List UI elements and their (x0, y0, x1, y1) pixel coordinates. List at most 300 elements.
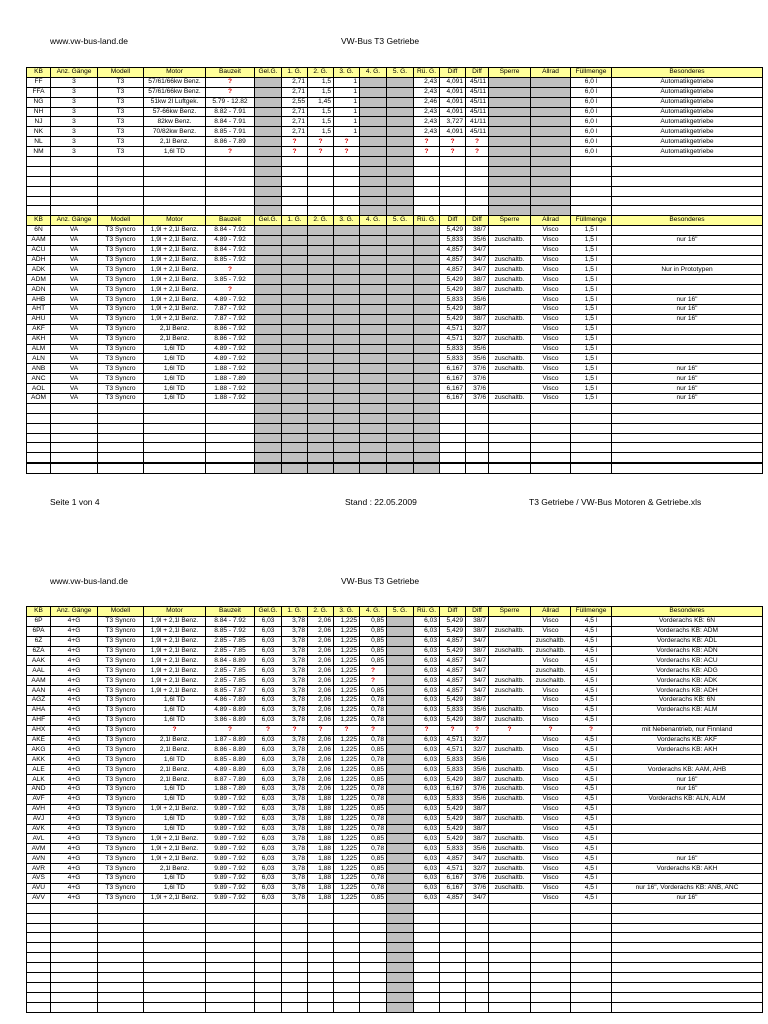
cell-besonderes: Automatikgetriebe (612, 147, 763, 157)
empty-cell (489, 923, 531, 933)
empty-cell (282, 196, 308, 206)
cell-fuellmenge: 4,5 l (571, 696, 612, 706)
cell-g3: 1,225 (334, 824, 360, 834)
empty-cell (387, 992, 414, 1002)
cell-fuellmenge: 4,5 l (571, 626, 612, 636)
cell-g5 (387, 324, 414, 334)
cell-g4: 0,78 (360, 755, 387, 765)
cell-besonderes: Vorderachs KB: ADH (612, 686, 763, 696)
cell-gel-g: 6,03 (255, 854, 282, 864)
cell-modell: T3 (98, 147, 144, 157)
empty-cell (282, 453, 308, 463)
cell-sperre: zuschaltb. (489, 874, 531, 884)
empty-cell (308, 992, 334, 1002)
cell-besonderes: Vorderachs KB: AKH (612, 745, 763, 755)
cell-rue-g: ? (414, 725, 440, 735)
cell-sperre (489, 137, 531, 147)
empty-cell (531, 463, 571, 473)
cell-bauzeit: 1.88 - 7.89 (206, 374, 255, 384)
cell-modell: T3 Syncro (98, 745, 144, 755)
cell-diff-teeth: 38/7 (466, 646, 489, 656)
cell-diff-ratio: 4,857 (440, 245, 466, 255)
cell-g5 (387, 344, 414, 354)
empty-cell (282, 923, 308, 933)
cell-gel-g: 6,03 (255, 745, 282, 755)
empty-cell (144, 972, 206, 982)
cell-allrad: Visco (531, 364, 571, 374)
cell-motor: 1,6l TD (144, 354, 206, 364)
empty-cell (255, 433, 282, 443)
empty-cell (255, 166, 282, 176)
empty-cell (51, 433, 98, 443)
cell-besonderes: Vorderachs KB: AKF (612, 735, 763, 745)
cell-motor: 51kw 2l Luftgek. (144, 97, 206, 107)
cell-bauzeit: 8.85 - 7.92 (206, 255, 255, 265)
empty-cell (466, 982, 489, 992)
empty-cell (206, 953, 255, 963)
empty-cell (282, 186, 308, 196)
cell-kb: 6ZA (27, 646, 51, 656)
cell-g3: 1,225 (334, 656, 360, 666)
empty-cell (206, 176, 255, 186)
empty-cell (612, 176, 763, 186)
cell-anz-gaenge: 3 (51, 77, 98, 87)
cell-anz-gaenge: 4+G (51, 616, 98, 626)
cell-bauzeit: ? (206, 265, 255, 275)
empty-cell (282, 463, 308, 473)
empty-cell (612, 913, 763, 923)
cell-kb: AVN (27, 854, 51, 864)
empty-cell (334, 933, 360, 943)
cell-sperre: zuschaltb. (489, 394, 531, 404)
cell-g5 (387, 874, 414, 884)
empty-cell (27, 913, 51, 923)
cell-motor: 1,9l + 2,1l Benz. (144, 676, 206, 686)
empty-cell (612, 972, 763, 982)
cell-g5 (387, 107, 414, 117)
cell-diff-teeth: 45/11 (466, 97, 489, 107)
empty-cell (360, 413, 387, 423)
cell-besonderes: Automatikgetriebe (612, 137, 763, 147)
cell-g5 (387, 893, 414, 903)
empty-cell (206, 196, 255, 206)
cell-g2: 2,06 (308, 765, 334, 775)
cell-g5 (387, 255, 414, 265)
cell-fuellmenge: 1,5 l (571, 334, 612, 344)
empty-cell (571, 992, 612, 1002)
cell-fuellmenge: 4,5 l (571, 874, 612, 884)
cell-bauzeit: 8.86 - 8.89 (206, 745, 255, 755)
cell-bauzeit: 9.89 - 7.92 (206, 804, 255, 814)
empty-cell (440, 903, 466, 913)
table-row (27, 775, 763, 785)
empty-cell (414, 903, 440, 913)
cell-sperre: zuschaltb. (489, 676, 531, 686)
cell-g3: 1,225 (334, 874, 360, 884)
cell-g1: ? (282, 137, 308, 147)
cell-g2: 1,88 (308, 874, 334, 884)
cell-kb: AAK (27, 656, 51, 666)
cell-g3: 1 (334, 77, 360, 87)
cell-motor: 1,9l + 2,1l Benz. (144, 235, 206, 245)
empty-cell (440, 982, 466, 992)
cell-g3 (334, 384, 360, 394)
empty-cell (489, 903, 531, 913)
cell-g2: ? (308, 147, 334, 157)
cell-kb: AKK (27, 755, 51, 765)
cell-bauzeit: 8.86 - 7.92 (206, 334, 255, 344)
cell-g4 (360, 107, 387, 117)
cell-modell: T3 Syncro (98, 265, 144, 275)
cell-bauzeit: 3.86 - 8.89 (206, 715, 255, 725)
cell-sperre: zuschaltb. (489, 864, 531, 874)
empty-cell (334, 166, 360, 176)
cell-modell: T3 Syncro (98, 275, 144, 285)
cell-gel-g (255, 344, 282, 354)
cell-diff-ratio: 4,571 (440, 745, 466, 755)
table-row (27, 255, 763, 265)
column-header-diff-teeth: Diff (466, 68, 489, 78)
cell-kb: AKH (27, 334, 51, 344)
cell-g3: 1,225 (334, 715, 360, 725)
cell-g4 (360, 275, 387, 285)
table-row (27, 864, 763, 874)
column-header-diff-ratio: Diff (440, 216, 466, 226)
cell-g4 (360, 374, 387, 384)
empty-cell (98, 913, 144, 923)
empty-cell (334, 423, 360, 433)
cell-fuellmenge: 4,5 l (571, 755, 612, 765)
cell-diff-ratio: 4,857 (440, 636, 466, 646)
cell-modell: T3 Syncro (98, 794, 144, 804)
cell-fuellmenge: 4,5 l (571, 616, 612, 626)
table-row (27, 87, 763, 97)
cell-modell: T3 Syncro (98, 696, 144, 706)
cell-bauzeit: 8.82 - 7.91 (206, 107, 255, 117)
cell-besonderes (612, 814, 763, 824)
empty-cell (282, 413, 308, 423)
cell-g2: 1,88 (308, 824, 334, 834)
table-row (27, 137, 763, 147)
column-header-allrad: Allrad (531, 607, 571, 617)
cell-anz-gaenge: 4+G (51, 883, 98, 893)
cell-allrad: Visco (531, 794, 571, 804)
cell-g5 (387, 844, 414, 854)
cell-g2 (308, 265, 334, 275)
empty-cell (571, 157, 612, 167)
cell-besonderes: nur 16" (612, 314, 763, 324)
cell-motor: 1,6l TD (144, 755, 206, 765)
cell-g2: 2,06 (308, 705, 334, 715)
empty-cell (334, 953, 360, 963)
cell-anz-gaenge: 4+G (51, 834, 98, 844)
empty-cell (571, 413, 612, 423)
cell-besonderes (612, 834, 763, 844)
cell-besonderes: Nur in Prototypen (612, 265, 763, 275)
cell-fuellmenge: 1,5 l (571, 324, 612, 334)
cell-g1: 3,78 (282, 745, 308, 755)
cell-bauzeit: 8.84 - 7.92 (206, 245, 255, 255)
cell-allrad: Visco (531, 374, 571, 384)
empty-cell (387, 903, 414, 913)
table-row (27, 394, 763, 404)
cell-diff-ratio: 5,429 (440, 285, 466, 295)
cell-modell: T3 Syncro (98, 636, 144, 646)
empty-cell (282, 433, 308, 443)
cell-gel-g (255, 354, 282, 364)
empty-cell (360, 166, 387, 176)
cell-besonderes (612, 285, 763, 295)
cell-diff-ratio: 5,833 (440, 765, 466, 775)
empty-row (27, 903, 763, 913)
cell-besonderes: nur 16" (612, 374, 763, 384)
empty-cell (206, 943, 255, 953)
cell-fuellmenge: 4,5 l (571, 854, 612, 864)
cell-kb: AKF (27, 324, 51, 334)
empty-cell (612, 943, 763, 953)
cell-g5 (387, 696, 414, 706)
empty-cell (334, 903, 360, 913)
empty-cell (489, 1002, 531, 1012)
cell-g4 (360, 295, 387, 305)
cell-g5 (387, 755, 414, 765)
cell-g1: 3,78 (282, 804, 308, 814)
cell-diff-teeth: 37/6 (466, 874, 489, 884)
cell-g5 (387, 676, 414, 686)
empty-cell (255, 953, 282, 963)
cell-besonderes: Vorderachs KB: ADL (612, 636, 763, 646)
cell-g2 (308, 275, 334, 285)
empty-cell (206, 913, 255, 923)
empty-cell (612, 953, 763, 963)
cell-kb: AHF (27, 715, 51, 725)
cell-motor: 1,9l + 2,1l Benz. (144, 616, 206, 626)
cell-g4 (360, 354, 387, 364)
cell-fuellmenge: 1,5 l (571, 384, 612, 394)
cell-g1: 2,71 (282, 127, 308, 137)
cell-bauzeit: ? (206, 285, 255, 295)
table-row (27, 314, 763, 324)
cell-allrad (531, 77, 571, 87)
empty-cell (489, 992, 531, 1002)
cell-anz-gaenge: VA (51, 225, 98, 235)
cell-rue-g: 6,03 (414, 686, 440, 696)
cell-gel-g: 6,03 (255, 785, 282, 795)
cell-allrad: Visco (531, 235, 571, 245)
empty-cell (531, 972, 571, 982)
cell-g1: 2,71 (282, 117, 308, 127)
empty-cell (334, 433, 360, 443)
cell-g4 (360, 314, 387, 324)
cell-anz-gaenge: 4+G (51, 735, 98, 745)
cell-besonderes: nur 16" (612, 775, 763, 785)
empty-cell (206, 403, 255, 413)
cell-bauzeit: 2.85 - 7.85 (206, 646, 255, 656)
empty-cell (27, 903, 51, 913)
empty-cell (27, 453, 51, 463)
table-row (27, 245, 763, 255)
cell-allrad: Visco (531, 324, 571, 334)
page1-website: www.vw-bus-land.de (50, 36, 128, 46)
cell-anz-gaenge: VA (51, 314, 98, 324)
empty-cell (440, 972, 466, 982)
cell-anz-gaenge: 4+G (51, 656, 98, 666)
cell-gel-g: 6,03 (255, 814, 282, 824)
cell-bauzeit: 4.89 - 8.89 (206, 765, 255, 775)
cell-gel-g (255, 285, 282, 295)
empty-cell (98, 982, 144, 992)
cell-g2: 2,06 (308, 626, 334, 636)
cell-rue-g: 6,03 (414, 804, 440, 814)
column-header-g2: 2. G. (308, 68, 334, 78)
cell-diff-teeth: 32/7 (466, 864, 489, 874)
empty-cell (612, 433, 763, 443)
cell-g5 (387, 626, 414, 636)
empty-cell (489, 443, 531, 453)
cell-g1: 3,78 (282, 636, 308, 646)
cell-diff-ratio: 6,167 (440, 374, 466, 384)
cell-motor: 1,9l + 2,1l Benz. (144, 305, 206, 315)
cell-diff-teeth: 35/6 (466, 235, 489, 245)
cell-diff-ratio: 5,429 (440, 804, 466, 814)
cell-anz-gaenge: 4+G (51, 755, 98, 765)
column-header-motor: Motor (144, 607, 206, 617)
cell-diff-teeth: 32/7 (466, 334, 489, 344)
empty-cell (144, 403, 206, 413)
cell-diff-ratio: 5,833 (440, 794, 466, 804)
cell-allrad (531, 87, 571, 97)
cell-g3: 1,225 (334, 676, 360, 686)
cell-g3: 1 (334, 97, 360, 107)
cell-anz-gaenge: VA (51, 364, 98, 374)
column-header-g5: 5. G. (387, 68, 414, 78)
cell-sperre (489, 97, 531, 107)
cell-bauzeit: ? (206, 87, 255, 97)
empty-cell (531, 933, 571, 943)
cell-g1 (282, 225, 308, 235)
empty-cell (51, 992, 98, 1002)
cell-motor: 2,1l Benz. (144, 735, 206, 745)
cell-anz-gaenge: 4+G (51, 686, 98, 696)
table-row (27, 745, 763, 755)
cell-g5 (387, 616, 414, 626)
column-header-allrad: Allrad (531, 68, 571, 78)
cell-bauzeit: 4.89 - 7.92 (206, 354, 255, 364)
cell-motor: 1,9l + 2,1l Benz. (144, 656, 206, 666)
column-header-rue-g: Rü. G. (414, 216, 440, 226)
cell-motor: 1,6l TD (144, 705, 206, 715)
empty-cell (308, 186, 334, 196)
cell-kb: ALM (27, 344, 51, 354)
cell-sperre (489, 107, 531, 117)
cell-fuellmenge: 4,5 l (571, 765, 612, 775)
cell-anz-gaenge: 3 (51, 87, 98, 97)
cell-rue-g: 6,03 (414, 715, 440, 725)
cell-anz-gaenge: VA (51, 354, 98, 364)
cell-fuellmenge: 4,5 l (571, 705, 612, 715)
cell-diff-ratio: 5,429 (440, 775, 466, 785)
empty-cell (531, 166, 571, 176)
empty-cell (282, 982, 308, 992)
empty-cell (255, 196, 282, 206)
cell-modell: T3 Syncro (98, 864, 144, 874)
column-header-g1: 1. G. (282, 607, 308, 617)
empty-cell (98, 413, 144, 423)
cell-motor: 1,9l + 2,1l Benz. (144, 686, 206, 696)
cell-allrad: Visco (531, 285, 571, 295)
table-row (27, 616, 763, 626)
empty-cell (308, 913, 334, 923)
cell-diff-teeth: 45/11 (466, 107, 489, 117)
cell-fuellmenge: 4,5 l (571, 745, 612, 755)
empty-cell (414, 166, 440, 176)
empty-cell (360, 953, 387, 963)
cell-bauzeit: 9.89 - 7.92 (206, 893, 255, 903)
empty-cell (440, 933, 466, 943)
cell-gel-g: ? (255, 725, 282, 735)
cell-diff-ratio: 6,167 (440, 785, 466, 795)
cell-gel-g: 6,03 (255, 893, 282, 903)
empty-cell (144, 953, 206, 963)
cell-motor: 1,6l TD (144, 374, 206, 384)
empty-cell (308, 413, 334, 423)
cell-g3 (334, 305, 360, 315)
cell-gel-g: 6,03 (255, 834, 282, 844)
cell-allrad: Visco (531, 834, 571, 844)
empty-cell (144, 943, 206, 953)
cell-anz-gaenge: 4+G (51, 676, 98, 686)
cell-sperre (489, 636, 531, 646)
cell-motor: 1,9l + 2,1l Benz. (144, 255, 206, 265)
cell-sperre: zuschaltb. (489, 883, 531, 893)
cell-diff-teeth: 34/7 (466, 245, 489, 255)
column-header-bauzeit: Bauzeit (206, 68, 255, 78)
cell-sperre: ? (489, 725, 531, 735)
cell-bauzeit: 2.85 - 7.85 (206, 636, 255, 646)
cell-diff-ratio: 5,833 (440, 235, 466, 245)
empty-cell (206, 992, 255, 1002)
cell-g4: 0,85 (360, 616, 387, 626)
cell-modell: T3 Syncro (98, 384, 144, 394)
cell-diff-ratio: 5,429 (440, 646, 466, 656)
cell-g4: 0,85 (360, 686, 387, 696)
cell-diff-ratio: 5,429 (440, 275, 466, 285)
empty-cell (255, 186, 282, 196)
cell-gel-g (255, 295, 282, 305)
cell-g1 (282, 245, 308, 255)
cell-g4 (360, 87, 387, 97)
empty-row (27, 463, 763, 473)
empty-cell (206, 982, 255, 992)
empty-cell (466, 463, 489, 473)
empty-cell (531, 423, 571, 433)
cell-diff-ratio: 5,429 (440, 715, 466, 725)
empty-cell (531, 433, 571, 443)
cell-g2: 1,88 (308, 854, 334, 864)
cell-g2 (308, 255, 334, 265)
cell-diff-teeth: 38/7 (466, 824, 489, 834)
cell-g5 (387, 854, 414, 864)
column-header-g5: 5. G. (387, 216, 414, 226)
cell-modell: T3 Syncro (98, 354, 144, 364)
empty-cell (612, 157, 763, 167)
cell-rue-g: ? (414, 147, 440, 157)
cell-allrad: Visco (531, 265, 571, 275)
cell-diff-ratio: 6,167 (440, 394, 466, 404)
cell-kb: ANB (27, 364, 51, 374)
empty-cell (440, 453, 466, 463)
cell-modell: T3 Syncro (98, 344, 144, 354)
